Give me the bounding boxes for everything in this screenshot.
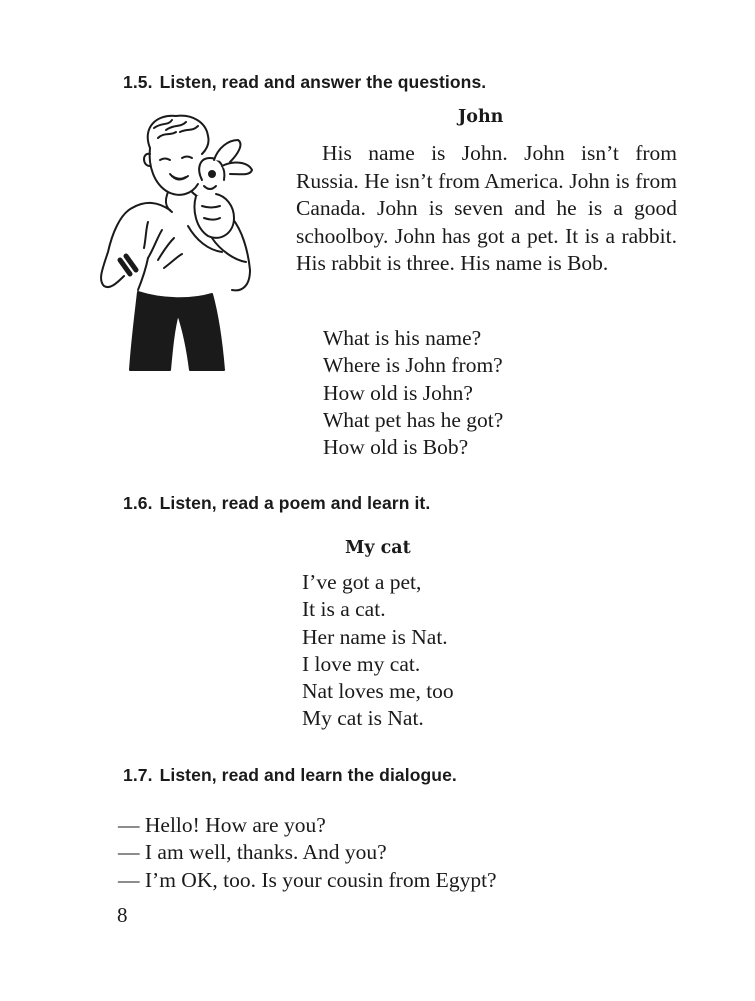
exercise-number: 1.6. [123,493,153,513]
question-list [323,325,503,461]
question-item: Where is John from? [323,353,503,378]
story-title: John [458,107,504,127]
exercise-instruction: Listen, read and learn the dialogue. [159,765,457,785]
poem-line: It is a cat. [302,597,386,622]
exercise-1-5-heading [123,72,486,93]
dialogue-line: — I am well, thanks. And you? [118,840,387,865]
poem-line: Her name is Nat. [302,624,448,649]
exercise-1-7-heading [123,765,457,786]
exercise-1-6-heading [123,493,430,514]
exercise-number: 1.5. [123,72,153,92]
dialogue-line: — Hello! How are you? [118,813,326,837]
poem-line: I love my cat. [302,651,421,676]
question-item: How old is John? [323,380,473,405]
question-item: How old is Bob? [323,435,469,460]
page-number: 8 [117,903,128,927]
exercise-instruction: Listen, read a poem and learn it. [159,493,431,513]
poem-title: My cat [345,538,411,558]
dialogue-line: — I’m OK, too. Is your cousin from Egypt? [118,867,497,892]
story-paragraph: His name is John. John isn’t from Russia. He isn’t from America. John is from Canada. John is seven and he is a good schoolboy. John has got a pet. It is a rabbit. His rabbit is three. His name is Bob. [296,141,677,275]
exercise-instruction: Listen, read and answer the questions. [159,72,487,92]
poem-line: Nat loves me, too [302,679,454,704]
poem-line: My cat is Nat. [302,706,424,731]
question-item: What pet has he got? [323,407,504,432]
dialogue-lines [118,812,497,894]
question-item: What is his name? [323,326,482,350]
poem-lines [302,569,454,733]
boy-with-rabbit-illustration [92,110,287,375]
poem-line: I’ve got a pet, [302,570,422,594]
exercise-number: 1.7. [123,765,153,785]
